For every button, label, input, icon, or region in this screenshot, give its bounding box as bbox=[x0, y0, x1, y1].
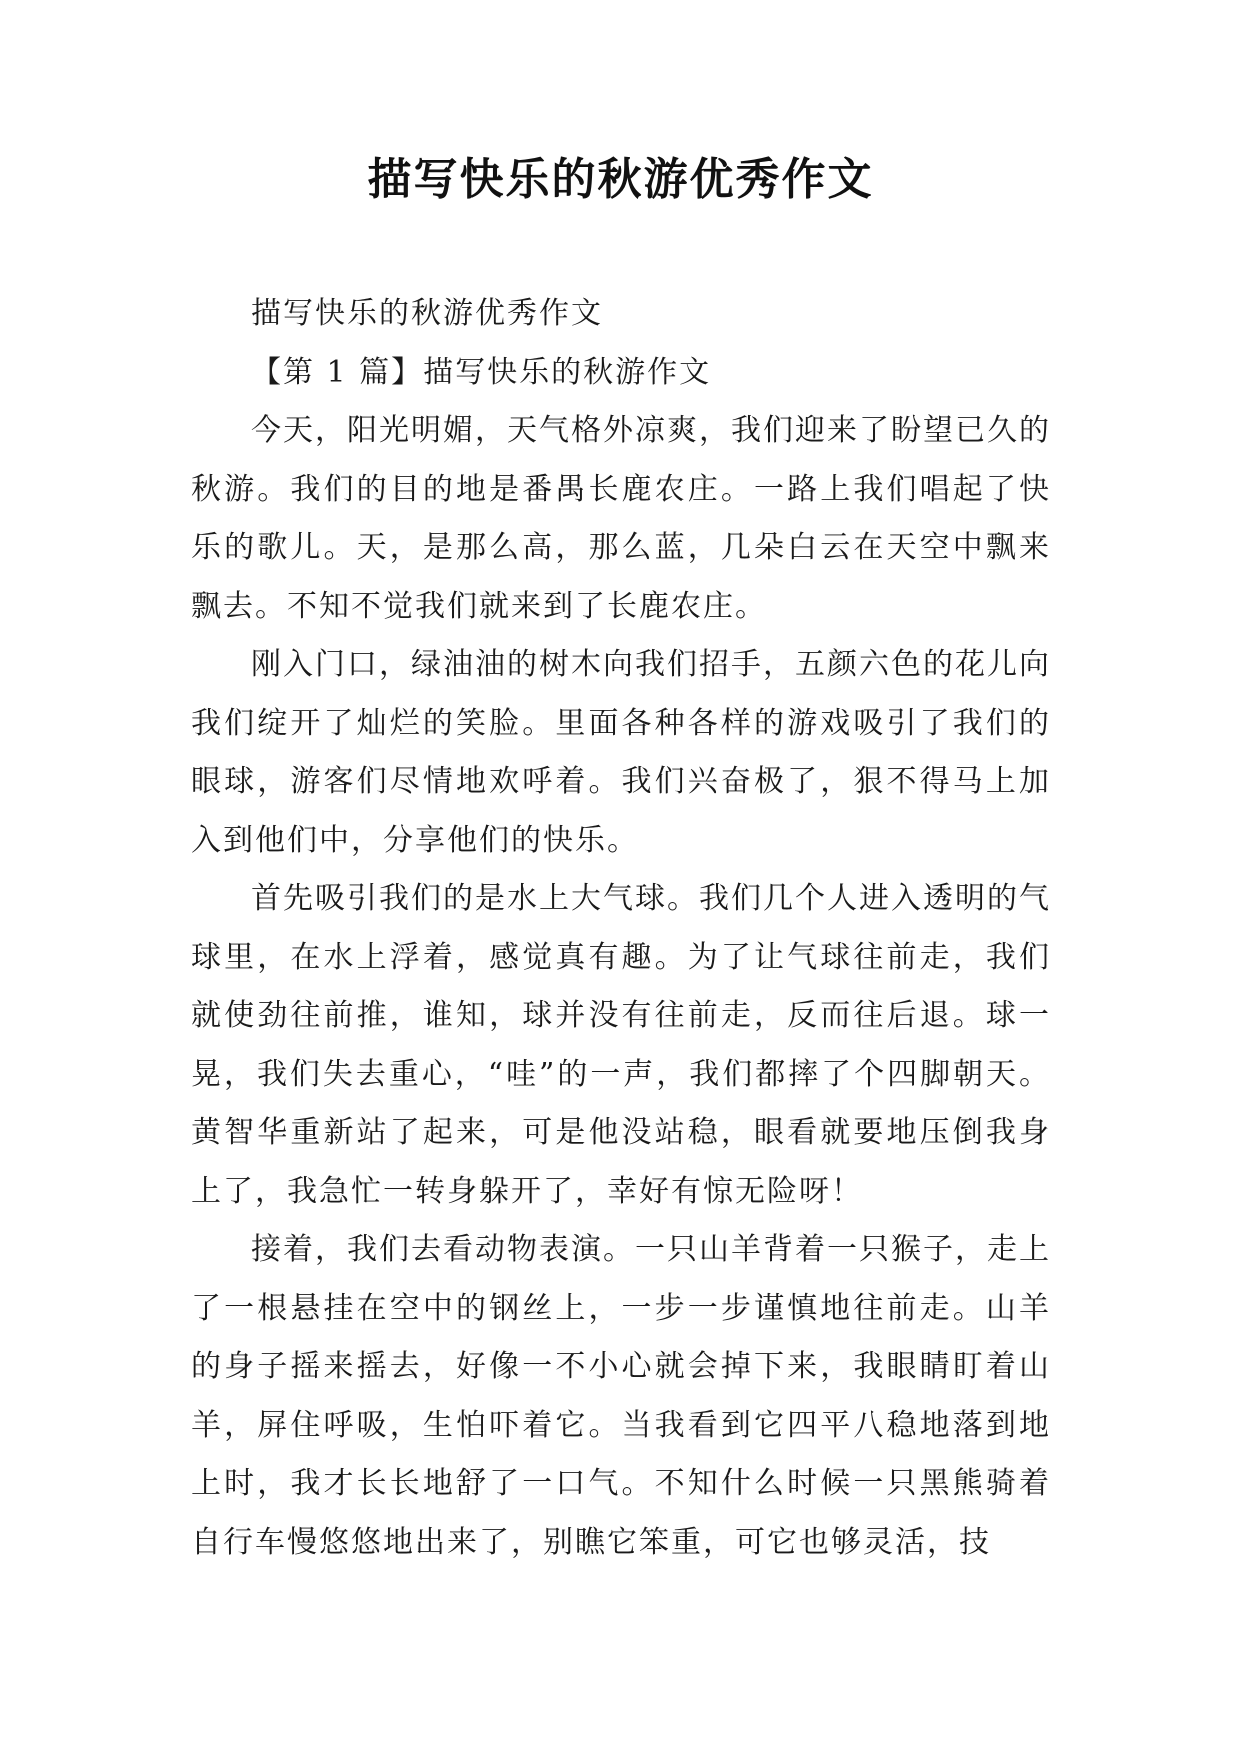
paragraph-section-heading: 【第 1 篇】描写快乐的秋游作文 bbox=[251, 354, 712, 390]
document-body bbox=[191, 285, 1051, 1572]
paragraph: 接着，我们去看动物表演。一只山羊背着一只猴子，走上了一根悬挂在空中的钢丝上，一步一步谨慎地往前走。山羊的身子摇来摇去，好像一不小心就会掉下来，我眼睛盯着山羊，屏住呼吸，生怕吓着它。当我看到它四平八稳地落到地上时，我才长长地舒了一口气。不知什么时候一只黑熊骑着自行车慢悠悠地出来了，别瞧它笨重，可它也够灵活，技 bbox=[191, 1232, 1051, 1560]
paragraph: 今天，阳光明媚，天气格外凉爽，我们迎来了盼望已久的秋游。我们的目的地是番禺长鹿农庄。一路上我们唱起了快乐的歌儿。天，是那么高，那么蓝，几朵白云在天空中飘来飘去。不知不觉我们就来到了长鹿农庄。 bbox=[191, 413, 1051, 624]
document-title: 描写快乐的秋游优秀作文 bbox=[367, 154, 874, 205]
paragraph: 首先吸引我们的是水上大气球。我们几个人进入透明的气球里，在水上浮着，感觉真有趣。为了让气球往前走，我们就使劲往前推，谁知，球并没有往前走，反而往后退。球一晃，我们失去重心，“哇”的一声，我们都摔了个四脚朝天。黄智华重新站了起来，可是他没站稳，眼看就要地压倒我身上了，我急忙一转身躲开了，幸好有惊无险呀！ bbox=[191, 881, 1051, 1209]
paragraph-subtitle: 描写快乐的秋游优秀作文 bbox=[251, 296, 603, 331]
paragraph: 刚入门口，绿油油的树木向我们招手，五颜六色的花儿向我们绽开了灿烂的笑脸。里面各种各样的游戏吸引了我们的眼球，游客们尽情地欢呼着。我们兴奋极了，狠不得马上加入到他们中，分享他们的快乐。 bbox=[191, 647, 1051, 858]
